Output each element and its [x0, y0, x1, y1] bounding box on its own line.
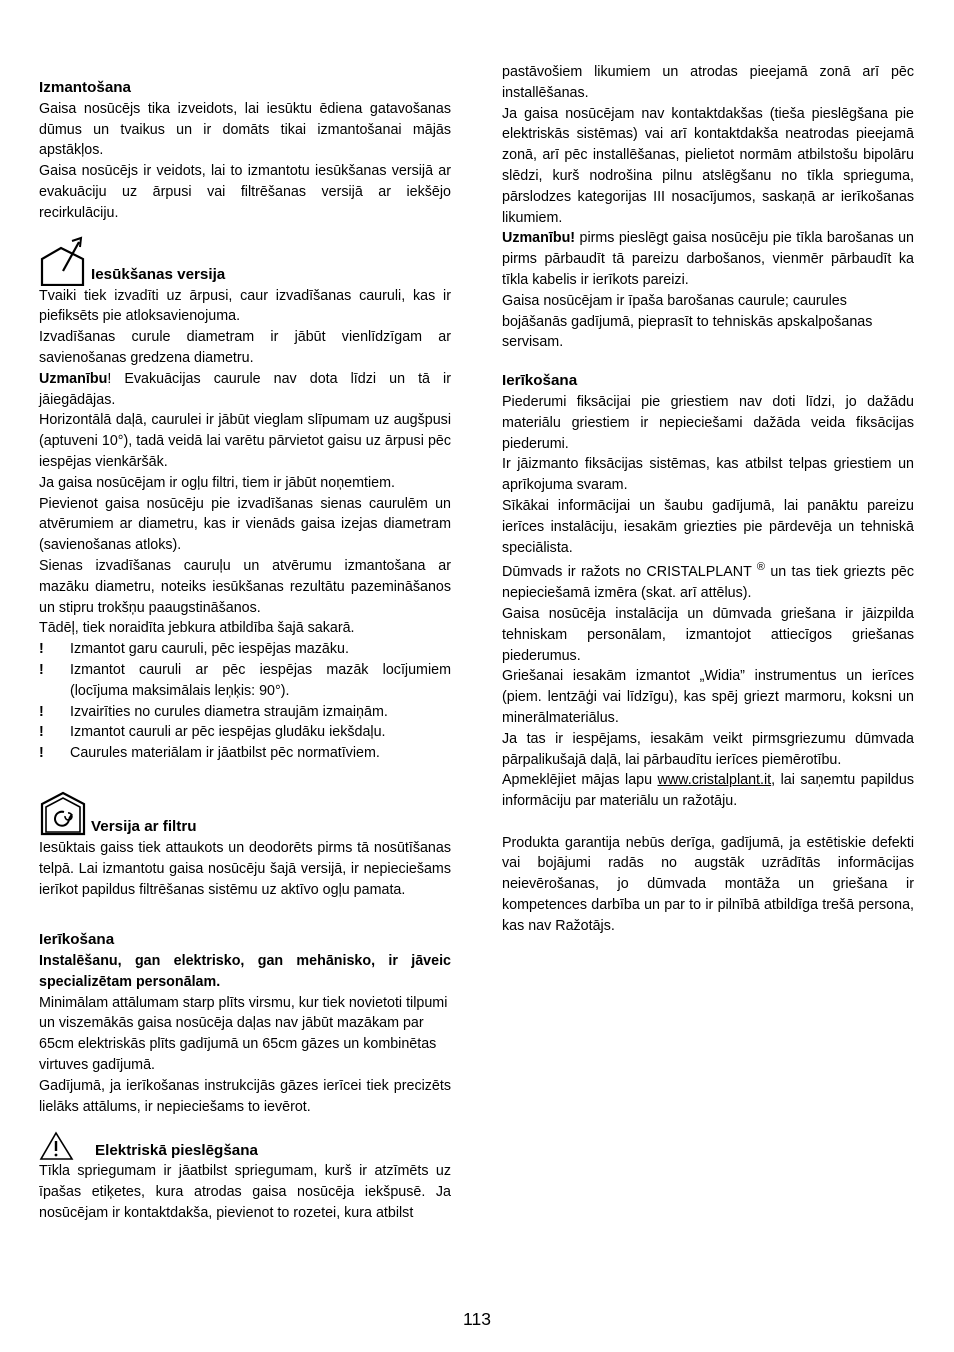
exclamation-icon: ! — [39, 745, 44, 762]
suction-paragraph: Tādēļ, tiek noraidīta jebkura atbildība šajā sakarā. — [39, 620, 355, 637]
left-column — [39, 62, 451, 1224]
electrical-continued-paragraph: Ja gaisa nosūcējam nav kontaktdakšas (tieša pieslēgšana pie elektriskās sistēmas) vai arī kontaktdakša neatrodas pieejamā zonā, arī pēc installēšanas, pielietot normām atbilstošu bipolāru slēdzi, kurš nodrošina pilnu atslēgšanu no tīkla sprieguma, pārslodzes kategorijas III nosacījumos, saskaņā ar ierīkošanas likumiem. — [502, 105, 914, 226]
suction-warning-paragraph — [39, 369, 451, 411]
bullet-item: ! Izvairīties no curules diametra straujām izmaiņām. — [39, 702, 451, 723]
warning-label: Uzmanību — [39, 370, 108, 387]
installation-paragraph: Gadījumā, ja ierīkošanas instrukcijās gāzes ierīcei tiek precizēts lielāks attālums, ir nepieciešams to ievērot. — [39, 1077, 451, 1115]
right-column — [502, 62, 914, 937]
suction-version-heading: Iesūkšanas versija — [91, 265, 226, 283]
suction-paragraph: Pievienot gaisa nosūcēju pie izvadīšanas sienas caurulēm un atvērumiem ar diametru, kas ir vienāds gaisa izejas diametram (savienošanas atloks). — [39, 495, 451, 554]
installation-paragraph: Griešanai iesakām izmantot „Widia” instrumentus un ierīces (piem. lentzāģi vai līdzīgu), kas spēj griezt marmoru, koksni un minerālmateriālus. — [502, 668, 914, 726]
house-recirculation-icon — [39, 790, 87, 836]
installation-heading-2: Ierīkošana — [502, 372, 578, 390]
usage-paragraph: Gaisa nosūcējs tika izveidots, lai iesūktu ēdiena gatavošanas dūmus un tvaikus un ir domāts tikai izmantošanai mājās apstākļos. — [39, 100, 451, 159]
installation-heading: Ierīkošana — [39, 931, 115, 949]
electrical-paragraph: Tīkla spriegumam ir jāatbilst spriegumam, kurš ir atzīmēts uz īpašas etiķetes, kura atrodas gaisa nosūcēja iekšpusē. Ja nosūcējam ir kontaktdakša, pievienot to rozetei, kura atbilst — [39, 1163, 451, 1222]
website-link[interactable]: www.cristalplant.it — [657, 772, 772, 789]
warning-triangle-icon — [39, 1131, 75, 1161]
suction-paragraph: Horizontālā daļā, caurulei ir jābūt vieglam slīpumam uz augšpusi (aptuveni 10°), tadā veidā lai varētu pārvietot gaisu uz ārpusi pēc iespējas vienkāršāk. — [39, 412, 451, 470]
installation-paragraph: Minimālam attālumam starp plīts virsmu, kur tiek novietoti tilpumi un viszemākās gaisa nosūcēja daļas nav jābūt mazākam par 65cm elektriskās plīts gadījumā un 65cm gāzes un kombinētas virtuves gadījumā. — [39, 994, 448, 1074]
electrical-connection-heading: Elektriskā pieslēgšana — [95, 1141, 258, 1159]
warning-text: pirms pieslēgt gaisa nosūcēju pie tīkla barošanas un pirms pārbaudīt tā pareizu darbošanos, vienmēr pārbaudīt ka tīkla kabelis ir ierīkots pareizi. — [502, 230, 914, 288]
installation-paragraph: Piederumi fiksācijai pie griestiem nav doti līdzi, jo dažādu materiālu griestiem ir nepieciešami dažāda veida fiksācijas piederumi. — [502, 393, 914, 452]
installation-paragraph: Gaisa nosūcēja instalācija un dūmvada griešana ir jāizpilda tehniskam personālam, izmantojot attiecīgos griešanas piederumus. — [502, 605, 914, 664]
bullet-item: ! Izmantot garu cauruli, pēc iespējas mazāku. — [39, 639, 451, 660]
filter-paragraph: Iesūktais gaiss tiek attaukots un deodorēts pirms tā nosūtīšanas telpā. Lai izmantotu gaisa nosūcēju šajā versijā, ir nepieciešams ierīkot papildus filtrēšanas sistēmu uz aktīvo ogļu pamata. — [39, 839, 451, 898]
installation-paragraph: Ja tas ir iespējams, iesakām veikt pirmsgriezumu dūmvada pārpalikušajā daļā, lai pārbaudītu ierīces piemērotību. — [502, 730, 914, 768]
suction-paragraph: Tvaiki tiek izvadīti uz ārpusi, caur izvadīšanas cauruli, kas ir piefiksēts pie atloksavienojuma. — [39, 287, 451, 325]
electrical-continued-paragraph: pastāvošiem likumiem un atrodas pieejamā zonā arī pēc installēšanas. — [502, 64, 914, 101]
exclamation-icon: ! — [39, 641, 44, 658]
bullet-item: ! Izmantot cauruli ar pēc iespējas mazāk locījumiem (locījuma maksimālais leņķis: 90°). — [39, 661, 451, 699]
installation-paragraph: Apmeklējiet mājas lapu www.cristalplant.it, lai saņemtu papildus informāciju par materiālu un ražotāju. — [502, 772, 914, 810]
warning-text: ! Evakuācijas caurule nav dota līdzi un tā ir jāiegādājas. — [39, 370, 451, 408]
house-exhaust-icon — [39, 234, 87, 286]
usage-heading: Izmantošana — [39, 79, 131, 96]
exclamation-icon: ! — [39, 703, 44, 720]
suction-paragraph: Izvadīšanas curule diametram ir jābūt vienlīdzīgam ar savienošanas gredzena diametru. — [39, 329, 451, 366]
suction-paragraph: Sienas izvadīšanas cauruļu un atvērumu izmantošana ar mazāku diametru, noteiks iesūkšanas rezultātu pazemināšanos un stipru trokšņu paaugstināšanos. — [39, 557, 451, 616]
filter-version-heading: Versija ar filtru — [91, 818, 197, 836]
electrical-warning-paragraph — [502, 228, 914, 290]
electrical-connection-header — [39, 1131, 451, 1161]
usage-paragraph: Gaisa nosūcējs ir veidots, lai to izmantotu iesūkšanas versijā ar evakuāciju uz ārpusi vai filtrēšanas versijā ar iekšējo recirkulāciju. — [39, 163, 451, 221]
installation-paragraph: Sīkākai informācijai un šaubu gadījumā, lai panāktu pareizu ierīces instalāciju, iesakām griezties pie pārdevēja un tehniskā speciālista. — [502, 497, 914, 556]
electrical-continued-paragraph: Gaisa nosūcējam ir īpaša barošanas caurule; caurules bojāšanās gadījumā, pieprasīt to tehniskās apskalpošanas servisam. — [502, 292, 873, 351]
exclamation-icon: ! — [39, 724, 44, 741]
installation-paragraph: Ir jāizmanto fiksācijas sistēmas, kas atbilst telpas griestiem un aprīkojuma svaram. — [502, 456, 914, 494]
filter-version-header — [39, 790, 451, 838]
installation-bold-paragraph: Instalēšanu, gan elektrisko, gan mehānisko, ir jāveic specializētam personālam. — [39, 953, 451, 990]
suction-paragraph: Ja gaisa nosūcējam ir ogļu filtri, tiem ir jābūt noņemtiem. — [39, 474, 395, 491]
registered-mark: ® — [756, 561, 766, 574]
installation-paragraph: Dūmvads ir ražots no CRISTALPLANT ® un tas tiek griezts pēc nepieciešamā izmēra (skat. arī attēlus). — [502, 561, 914, 602]
suction-version-header — [39, 238, 451, 286]
exclamation-icon: ! — [39, 661, 44, 678]
bullet-item: ! Izmantot cauruli ar pēc iespējas gludāku iekšdaļu. — [39, 722, 451, 743]
page-number: 113 — [463, 1309, 491, 1329]
warranty-paragraph: Produkta garantija nebūs derīga, gadījumā, ja estētiskie defekti vai bojājumi radās no augstāk uzrādītās informācijas neievērošanas, jo dūmvada montāža un griešana ir kompetences darbība un par to ir pilnībā atbildīga trešā persona, kas nav Ražotājs. — [502, 834, 914, 934]
warning-label: Uzmanību! — [502, 230, 576, 247]
bullet-item: ! Caurules materiālam ir jāatbilst pēc normatīviem. — [39, 743, 451, 764]
